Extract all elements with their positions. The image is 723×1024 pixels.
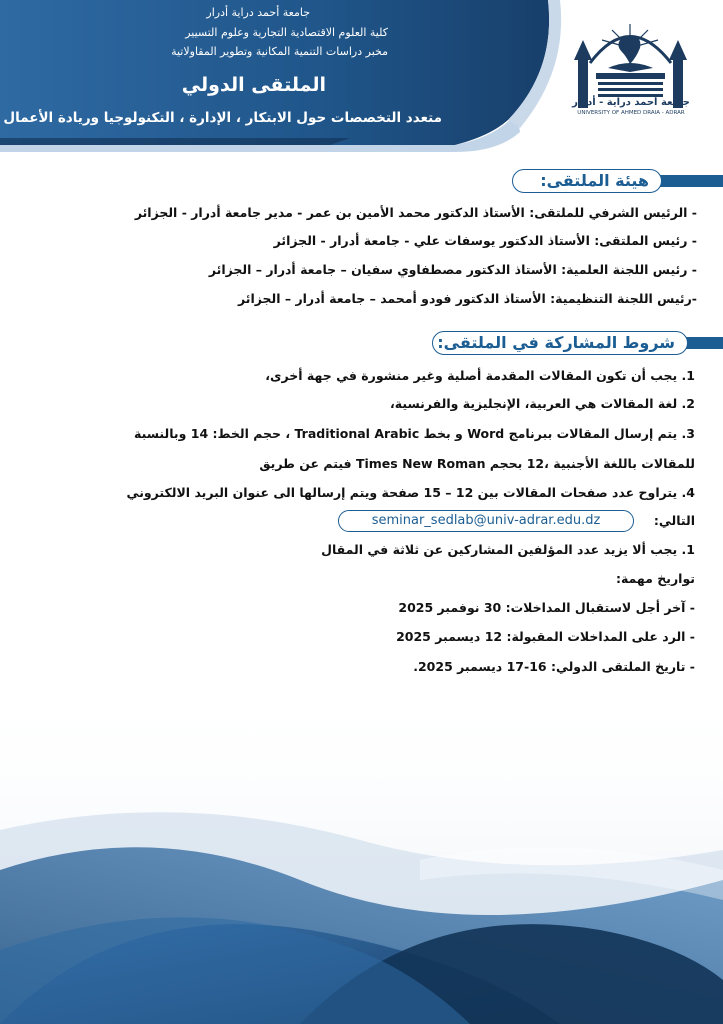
condition-3-line-2-part-a: للمقالات باللغة الأجنبية ،12 بحجم [489, 456, 695, 471]
university-name: جامعة أحمد دراية أدرار [206, 6, 310, 19]
committee-line-4: -رئيس اللجنة التنظيمية: الأستاذ الدكتور فودو أمحمد – جامعة أدرار – الجزائر [237, 291, 697, 306]
conference-subtitle: متعدد التخصصات حول الابتكار ، الإدارة ، التكنولوجيا وريادة الأعمال [3, 110, 442, 126]
conference-title: الملتقى الدولي [181, 74, 326, 96]
condition-3-line-2 [259, 456, 695, 472]
committee-line-2: - رئيس الملتقى: الأستاذ الدكتور يوسفات علي - جامعة أدرار - الجزائر [273, 233, 697, 248]
condition-3-part-b: و بخط [423, 426, 463, 441]
condition-3-word: Word [467, 426, 505, 441]
faculty-name: كلية العلوم الاقتصادية التجارية وعلوم التسيير [185, 26, 388, 39]
condition-3-line-2-part-b: فيتم عن طريق [259, 456, 352, 471]
condition-4: 4. يتراوح عدد صفحات المقالات بين 12 – 15 صفحة ويتم إرسالها الى عنوان البريد الالكتروني [126, 485, 695, 500]
email-address[interactable]: seminar_sedlab@univ-adrar.edu.dz [338, 510, 634, 532]
date-line-1: - آخر أجل لاستقبال المداخلات: 30 نوفمبر 2025 [398, 600, 695, 615]
conditions-heading: شروط المشاركة في الملتقى: [432, 331, 688, 355]
logo-english-name: UNIVERSITY OF AHMED DRAIA - ADRAR [577, 110, 685, 116]
condition-4-line-2: التالي: [653, 513, 695, 528]
committee-line-1: - الرئيس الشرفي للملتقى: الأستاذ الدكتور محمد الأمين بن عمر - مدير جامعة أدرار - الجزائر [134, 205, 697, 220]
condition-5: 1. يجب ألا يزيد عدد المؤلفين المشاركين عن ثلاثة في المقال [321, 542, 695, 557]
dates-heading: تواريخ مهمة: [615, 571, 695, 586]
condition-3-font: Traditional Arabic [294, 426, 420, 441]
date-line-3: - تاريخ الملتقى الدولي: 16-17 ديسمبر 2025. [413, 659, 695, 674]
condition-1: 1. يجب أن تكون المقالات المقدمة أصلية وغير منشورة في جهة أخرى، [265, 368, 695, 383]
lab-name: مخبر دراسات التنمية المكانية وتطوير المقاولاتية [171, 45, 388, 58]
condition-3-line-2-font: Times New Roman [355, 456, 486, 471]
date-line-2: - الرد على المداخلات المقبولة: 12 ديسمبر 2025 [396, 629, 695, 644]
committee-heading: هيئة الملتقى: [512, 169, 662, 193]
condition-3 [134, 426, 695, 442]
logo-arabic-name: جامعة أحمد دراية - أدرار [572, 97, 690, 108]
committee-line-3: - رئيس اللجنة العلمية: الأستاذ الدكتور مصطفاوي سفيان – جامعة أدرار – الجزائر [208, 262, 697, 277]
condition-3-part-a: 3. يتم إرسال المقالات ببرنامج [508, 426, 695, 441]
condition-3-part-c: ، حجم الخط: 14 وبالنسبة [134, 426, 291, 441]
condition-2: 2. لغة المقالات هي العربية، الإنجليزية والفرنسية، [390, 396, 695, 411]
